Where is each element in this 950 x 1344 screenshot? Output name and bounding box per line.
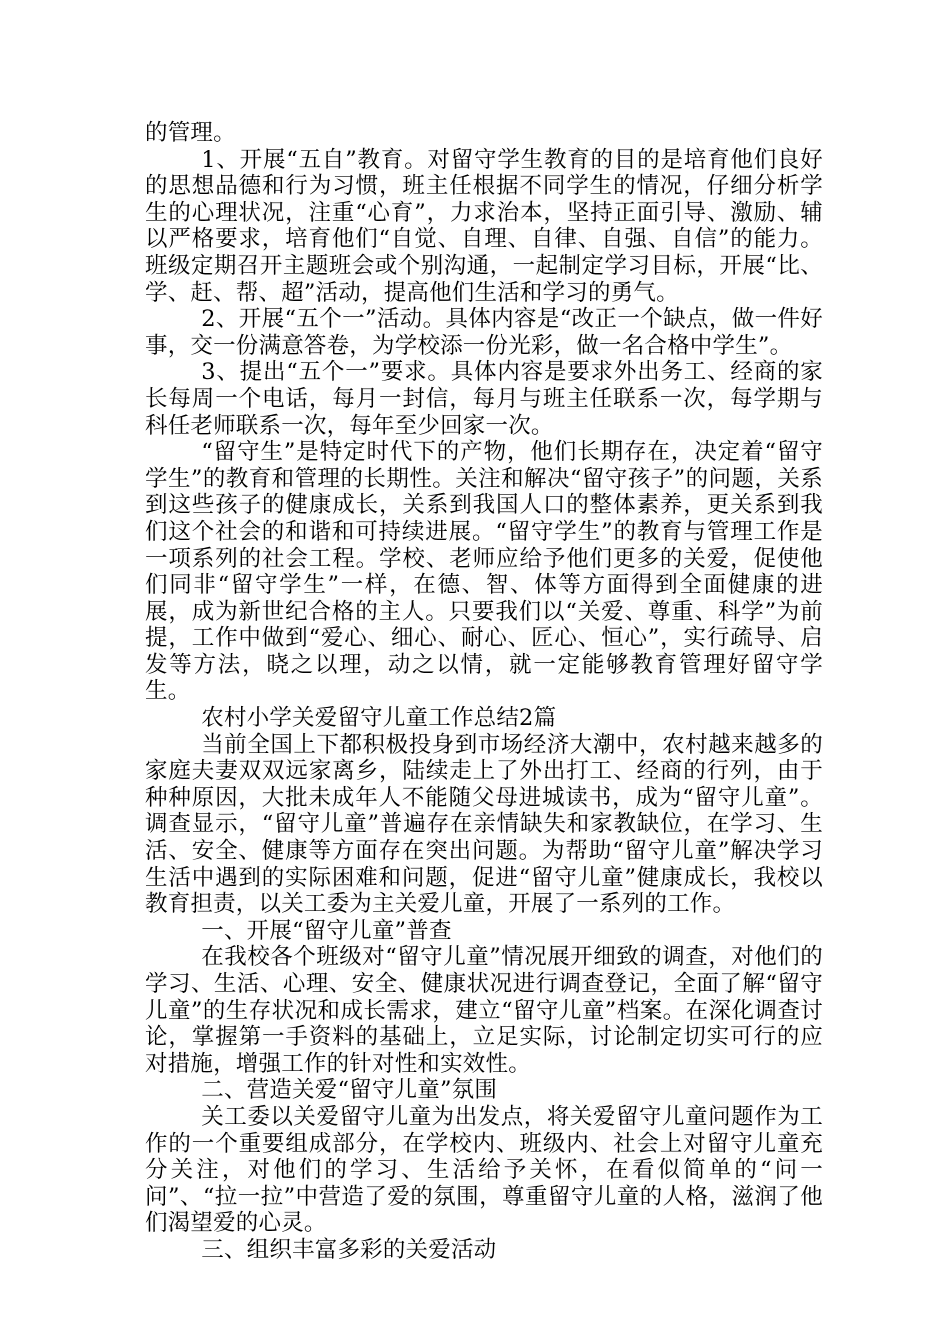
paragraph-five-ones-activity: 2、开展“五个一”活动。具体内容是“改正一个缺点，做一件好事，交一份满意答卷，为学校添一份光彩，做一名合格中学生”。: [145, 306, 823, 359]
section-title-summary-2: 农村小学关爱留守儿童工作总结2篇: [201, 705, 557, 732]
heading-activities: 三、组织丰富多彩的关爱活动: [201, 1236, 497, 1263]
paragraph-atmosphere: 关工委以关爱留守儿童为出发点，将关爱留守儿童问题作为工作的一个重要组成部分，在学校内、班级内、社会上对留守儿童充分关注，对他们的学习、生活给予关怀，在看似简单的“问一问”、“拉一拉”中营造了爱的氛围，尊重留守儿童的人格，滋润了他们渴望爱的心灵。: [145, 1103, 823, 1237]
document-page: [145, 120, 823, 1264]
heading-census: 一、开展“留守儿童”普查: [201, 917, 452, 944]
paragraph-introduction: 当前全国上下都积极投身到市场经济大潮中，农村越来越多的家庭夫妻双双远家离乡，陆续走上了外出打工、经商的行列，由于种种原因，大批未成年人不能随父母进城读书，成为“留守儿童”。调查显示，“留守儿童”普遍存在亲情缺失和家教缺位，在学习、生活、安全、健康等方面存在突出问题。为帮助“留守儿童”解决学习生活中遇到的实际困难和问题，促进“留守儿童”健康成长，我校以教育担责，以关工委为主关爱儿童，开展了一系列的工作。: [145, 731, 823, 918]
paragraph-five-self-education: 1、开展“五自”教育。对留守学生教育的目的是培育他们良好的思想品德和行为习惯，班主任根据不同学生的情况，仔细分析学生的心理状况，注重“心育”，力求治本，坚持正面引导、激励、辅以严格要求，培育他们“自觉、自理、自律、自强、自信”的能力。班级定期召开主题班会或个别沟通，一起制定学习目标，开展“比、学、赶、帮、超”活动，提高他们生活和学习的勇气。: [145, 146, 823, 306]
paragraph-census: 在我校各个班级对“留守儿童”情况展开细致的调查，对他们的学习、生活、心理、安全、健康状况进行调查登记，全面了解“留守儿童”的生存状况和成长需求，建立“留守儿童”档案。在深化调查讨论，掌握第一手资料的基础上，立足实际，讨论制定切实可行的应对措施，增强工作的针对性和实效性。: [145, 944, 823, 1077]
heading-atmosphere: 二、营造关爱“留守儿童”氛围: [201, 1077, 498, 1104]
paragraph-left-behind-students: “留守生”是特定时代下的产物，他们长期存在，决定着“留守学生”的教育和管理的长期性。关注和解决“留守孩子”的问题，关系到这些孩子的健康成长，关系到我国人口的整体素养，更关系到我们这个社会的和谐和可持续进展。“留守学生”的教育与管理工作是一项系列的社会工程。学校、老师应给予他们更多的关爱，促使他们同非“留守学生”一样，在德、智、体等方面得到全面健康的进展，成为新世纪合格的主人。只要我们以“关爱、尊重、科学”为前提，工作中做到“爱心、细心、耐心、匠心、恒心”，实行疏导、启发等方法，晓之以理，动之以情，就一定能够教育管理好留守学生。: [145, 439, 823, 705]
paragraph-five-ones-requirement: 3、提出“五个一”要求。具体内容是要求外出务工、经商的家长每周一个电话，每月一封信，每月与班主任联系一次，每学期与科任老师联系一次，每年至少回家一次。: [145, 359, 823, 439]
paragraph-management-end: 的管理。: [145, 120, 236, 146]
